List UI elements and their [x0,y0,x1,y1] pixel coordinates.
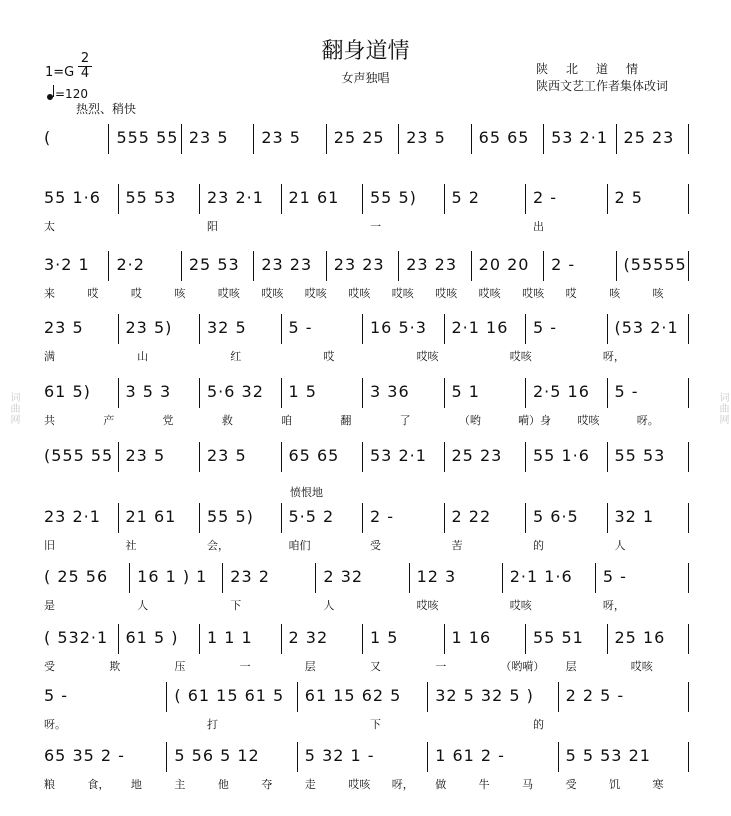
bar-line [281,314,282,344]
measure: 2 - [551,255,576,274]
bar-line [253,124,254,154]
expression-marking: 热烈、稍快 [76,102,137,116]
measure: 23 23 [333,255,385,274]
bar-line [362,378,363,408]
measure: 16 1 ) 1 [137,567,208,586]
lyric-word: 哎咳 [509,599,532,612]
bar-line [525,503,526,533]
bar-line [444,442,445,472]
measure: 16 5·3 [370,318,427,337]
bar-line [688,442,689,472]
bar-line [427,742,428,772]
bar-line [427,682,428,712]
bar-line [118,503,119,533]
lyric-word: 哎咳 [522,287,545,300]
lyric-word: 一 [435,660,447,673]
measure: 5 - [602,567,627,586]
lyric-word: 产 [103,414,115,427]
bar-line [558,742,559,772]
measure: 5 - [288,318,313,337]
measure: 2 22 [451,507,492,526]
lyrics-line [38,218,690,236]
measure: 21 61 [125,507,177,526]
expression-annotation: 愤恨地 [290,486,323,499]
score-header [0,0,731,115]
lyric-word: 山 [137,350,149,363]
bar-line [688,251,689,281]
bar-line [181,251,182,281]
bar-line [688,314,689,344]
bar-line [607,378,608,408]
lyric-word: 出 [533,220,544,233]
bar-line [199,314,200,344]
measure: 5 - [533,318,558,337]
lyric-word: 牛 [478,778,490,791]
bar-line [199,184,200,214]
bar-line [108,124,109,154]
measure: 23 2·1 [207,188,264,207]
measure: 25 16 [614,628,666,647]
bar-line [502,563,503,593]
lyric-word: （哟嗬） [500,660,545,673]
measure: (555 55 [44,446,114,465]
bar-line [688,503,689,533]
lyric-word: 打 [207,718,218,731]
lyric-word: 救 [221,414,233,427]
score-system [38,245,690,300]
lyrics-line [38,412,690,430]
bar-line [118,378,119,408]
lyric-word: 哎 [565,287,577,300]
key-signature: 1=G [45,65,75,80]
lyric-word: 又 [370,660,381,673]
measure: 2 32 [323,567,364,586]
measure: 23 5 [406,128,446,147]
bar-line [543,124,544,154]
bar-line [525,378,526,408]
measure: 5·6 32 [207,382,264,401]
bar-line [362,442,363,472]
measure: 12 3 [416,567,457,586]
lyric-word: 食， [87,778,110,791]
bar-line [444,184,445,214]
lyric-word: 下 [230,599,242,612]
measure: 2 - [533,188,558,207]
lyric-word: 人 [323,599,335,612]
lyric-word: 呀， [602,599,625,612]
bar-line [607,314,608,344]
score-system [38,618,690,673]
measure: 55 5) [370,188,417,207]
lyric-word: 呀。 [44,718,66,731]
measure: ( [44,128,52,147]
lyric-word: 咳 [609,287,621,300]
lyric-word: 哎 [323,350,335,363]
bar-line [118,314,119,344]
lyric-word: 哎咳 [217,287,240,300]
bar-line [281,378,282,408]
bar-line [525,624,526,654]
lyrics-line [38,716,690,734]
measure: 5 2 [451,188,480,207]
bar-line [444,314,445,344]
measure: 65 35 2 - [44,746,125,765]
bar-line [118,442,119,472]
score-system [38,118,690,168]
lyric-word: 嗬）身 [518,414,552,427]
bar-line [595,563,596,593]
lyric-word: 哎咳 [348,778,371,791]
watermark-right: 词曲网 [717,391,728,425]
lyric-word: （哟 [458,414,481,427]
measure: 5 - [614,382,639,401]
lyric-word: 满 [44,350,55,363]
lyric-word: 做 [435,778,447,791]
measure: (53 2·1 [614,318,679,337]
lyric-word: 咳 [652,287,664,300]
score-system [38,308,690,363]
bar-line [688,624,689,654]
bar-line [616,124,617,154]
measure: 2·5 16 [533,382,590,401]
lyric-word: 哎咳 [435,287,458,300]
measure: 2 - [370,507,395,526]
measure: 5 56 5 12 [174,746,260,765]
measure: 55 53 [614,446,666,465]
lyric-word: 社 [125,539,137,552]
lyric-word: 的 [533,718,544,731]
time-denominator: 4 [80,66,90,81]
lyric-word: 了 [399,414,411,427]
bar-line [607,624,608,654]
bar-line [199,503,200,533]
lyric-word: 呀。 [636,414,659,427]
measure: 2 32 [288,628,329,647]
bar-line [362,314,363,344]
measure: 32 5 [207,318,247,337]
bar-line [525,184,526,214]
measure: (55555 [623,255,687,274]
bar-line [118,624,119,654]
lyric-word: 哎咳 [478,287,501,300]
measure: 23 23 [406,255,458,274]
lyric-word: 一 [370,220,381,233]
lyric-word: 会， [207,539,229,552]
bar-line [558,682,559,712]
lyric-word: 压 [174,660,186,673]
bar-line [108,251,109,281]
lyric-word: 哎咳 [416,350,439,363]
lyric-word: 翻 [340,414,352,427]
bar-line [222,563,223,593]
score-system [38,486,690,552]
measure: ( 532·1 [44,628,109,647]
measure: 25 23 [623,128,675,147]
measure: 55 51 [533,628,584,647]
bar-line [281,503,282,533]
lyric-word: 共 [44,414,55,427]
measure: 2 5 [614,188,643,207]
lyric-word: 来 [44,287,55,300]
lyric-word: 饥 [609,778,621,791]
measure: 55 1·6 [533,446,590,465]
measure: 5 1 [451,382,480,401]
lyric-word: 人 [137,599,149,612]
bar-line [525,314,526,344]
lyric-word: 党 [162,414,174,427]
measure: ( 25 56 [44,567,109,586]
measure: 61 5) [44,382,91,401]
bar-line [688,742,689,772]
measure: 23 5 [125,446,166,465]
bar-line [129,563,130,593]
lyrics-line [38,597,690,615]
bar-line [444,378,445,408]
lyric-word: 粮 [44,778,55,791]
measure: 61 5 ) [125,628,179,647]
measure: 65 65 [288,446,340,465]
bar-line [688,563,689,593]
bar-line [362,503,363,533]
measure: 32 5 32 5 ) [435,686,534,705]
lyric-word: 下 [370,718,381,731]
lyric-word: 受 [565,778,577,791]
measure: 25 25 [333,128,385,147]
time-signature [78,52,92,81]
lyric-word: 受 [370,539,381,552]
lyric-word: 夺 [261,778,273,791]
bar-line [471,251,472,281]
lyric-word: 哎咳 [416,599,439,612]
measure: 5 6·5 [533,507,579,526]
score-system [38,178,690,233]
measure: 2·1 1·6 [509,567,573,586]
measure: 555 55 [116,128,179,147]
bar-line [297,742,298,772]
lyric-word: 一 [239,660,251,673]
bar-line [253,251,254,281]
measure: 23 5 [44,318,84,337]
measure: 61 15 62 5 [304,686,402,705]
lyric-word: 地 [130,778,142,791]
measure: 1 1 1 [207,628,253,647]
bar-line [315,563,316,593]
measure: 23 5 [188,128,229,147]
lyric-word: 层 [304,660,316,673]
score-system [38,557,690,612]
lyric-word: 走 [304,778,316,791]
origin-credit: 陕北道情 [536,62,657,76]
bar-line [326,251,327,281]
measure: 23 2·1 [44,507,101,526]
bar-line [688,682,689,712]
lyrics-line [38,658,690,676]
lyric-word: 哎 [130,287,142,300]
bar-line [362,624,363,654]
bar-line [199,378,200,408]
bar-line [409,563,410,593]
lyric-word: 旧 [44,539,55,552]
watermark-left: 词曲网 [8,391,19,425]
quarter-note-icon [47,94,53,100]
bar-line [688,124,689,154]
time-numerator: 2 [78,52,92,67]
lyrics-line [38,537,690,555]
lyric-word: 哎咳 [304,287,327,300]
measure: 3 36 [370,382,410,401]
bar-line [281,442,282,472]
measure: 25 53 [188,255,240,274]
measure: 1 5 [288,382,317,401]
measure: 53 2·1 [370,446,427,465]
measure: 53 2·1 [551,128,608,147]
measure: 1 16 [451,628,492,647]
measure: 2 2 5 - [565,686,625,705]
bar-line [297,682,298,712]
bar-line [281,184,282,214]
lyric-word: 哎咳 [509,350,532,363]
measure: 23 5 [207,446,247,465]
measure: 25 23 [451,446,503,465]
bar-line [199,442,200,472]
bar-line [398,251,399,281]
bar-line [281,624,282,654]
measure: 23 5) [125,318,173,337]
bar-line [199,624,200,654]
lyric-word: 阳 [207,220,218,233]
bar-line [471,124,472,154]
score-system [38,372,690,427]
lyric-word: 哎咳 [630,660,653,673]
bar-line [181,124,182,154]
lyric-word: 人 [614,539,626,552]
lyric-word: 层 [565,660,577,673]
lyric-word: 呀， [391,778,414,791]
measure: 2·1 16 [451,318,509,337]
measure: 5 5 53 21 [565,746,651,765]
measure: 23 23 [261,255,313,274]
lyric-word: 的 [533,539,544,552]
song-subtitle: 女声独唱 [341,71,390,85]
tempo-marking [47,87,88,101]
lyric-word: 马 [522,778,534,791]
bar-line [616,251,617,281]
measure: 55 53 [125,188,177,207]
measure: 65 65 [478,128,530,147]
measure: ( 61 15 61 5 [174,686,285,705]
measure: 2·2 [116,255,145,274]
bar-line [688,184,689,214]
lyric-word: 呀， [602,350,625,363]
score-system [38,676,690,731]
bar-line [543,251,544,281]
measure: 21 61 [288,188,340,207]
bar-line [118,184,119,214]
measure: 55 1·6 [44,188,101,207]
lyric-word: 哎 [87,287,99,300]
measure: 5·5 2 [288,507,335,526]
lyric-word: 咳 [174,287,186,300]
measure: 32 1 [614,507,655,526]
lyric-word: 他 [217,778,229,791]
measure: 3·2 1 [44,255,90,274]
lyrics-line [38,348,690,366]
bar-line [166,742,167,772]
bar-line [607,503,608,533]
lyric-word: 红 [230,350,242,363]
bar-line [398,124,399,154]
lyric-word: 主 [174,778,186,791]
bar-line [444,624,445,654]
lyric-word: 咱们 [288,539,311,552]
measure: 5 - [44,686,69,705]
measure: 23 5 [261,128,301,147]
bar-line [326,124,327,154]
bar-line [525,442,526,472]
lyric-word: 太 [44,220,55,233]
measure: 1 5 [370,628,399,647]
measure: 55 5) [207,507,254,526]
lyricist-credit: 陕西文艺工作者集体改词 [536,79,669,93]
measure: 3 5 3 [125,382,172,401]
lyrics-line [38,285,690,303]
lyric-word: 是 [44,599,55,612]
bar-line [607,184,608,214]
lyric-word: 哎咳 [261,287,284,300]
lyric-word: 欺 [109,660,121,673]
bar-line [444,503,445,533]
measure: 5 32 1 - [304,746,375,765]
lyric-word: 苦 [451,539,463,552]
measure: 1 61 2 - [435,746,505,765]
lyric-word: 哎咳 [577,414,600,427]
lyric-word: 哎咳 [348,287,371,300]
bar-line [688,378,689,408]
lyrics-line [38,776,690,794]
lyric-word: 寒 [652,778,664,791]
lyric-word: 受 [44,660,55,673]
lyric-word: 咱 [281,414,293,427]
measure: 20 20 [478,255,530,274]
tempo-value: =120 [55,87,88,101]
score-system [38,736,690,791]
bar-line [607,442,608,472]
lyric-word: 哎咳 [391,287,414,300]
measure: 23 2 [230,567,270,586]
bar-line [362,184,363,214]
score-system [38,436,690,486]
bar-line [166,682,167,712]
song-title: 翻身道情 [321,39,410,64]
